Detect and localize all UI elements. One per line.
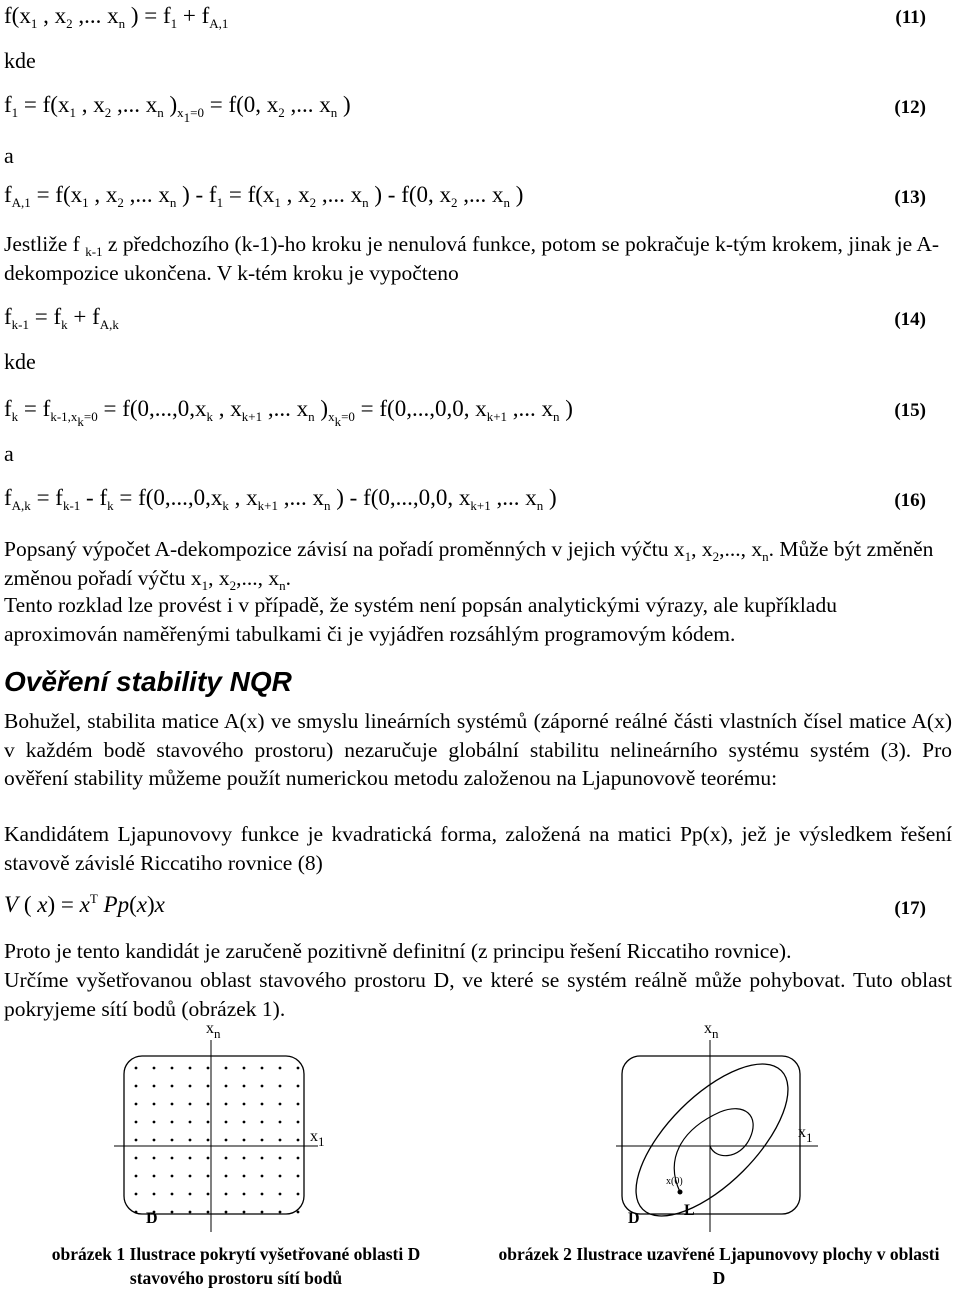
grid-point	[189, 1121, 192, 1124]
word-a: a	[4, 143, 14, 168]
grid-point	[135, 1139, 138, 1142]
grid-point	[279, 1175, 282, 1178]
grid-point	[279, 1121, 282, 1124]
grid-point	[297, 1157, 300, 1160]
equation-13: $f_{A,1} = f(x_1$ , $x_2$ ,... $x_n$ ) - $f_1 = f(x_1$ , $x_2$ ,... $x_n$ ) - f(0, $x_2$ ,... $x_n$ )	[4, 182, 524, 210]
equation-16: $f_{A,k} = f_{k-1} - f_k = f(0,...,0,x_k$ , $x_{k+1}$ ,... $x_n$ ) - f(0,...,0,0, $x_{k+1}$ ,... $x_n$ )	[4, 485, 557, 513]
grid-point	[225, 1139, 228, 1142]
grid-point	[171, 1157, 174, 1160]
grid-point	[153, 1121, 156, 1124]
grid-point	[171, 1067, 174, 1070]
section-heading: Ověření stability NQR	[4, 666, 292, 697]
grid-point	[261, 1139, 264, 1142]
grid-point	[297, 1103, 300, 1106]
grid-point	[189, 1067, 192, 1070]
equation-15: $f_k = f_{k-1,x_k=0} = f(0,...,0,x_k$ , $x_{k+1}$ ,... $x_n$ )$_{x_k=0} = f(0,...,0,0$, $x_{k+1}$ ,... $x_n$ )	[4, 396, 573, 429]
grid-point	[135, 1121, 138, 1124]
grid-point	[297, 1211, 300, 1214]
grid-point	[225, 1121, 228, 1124]
grid-point	[189, 1139, 192, 1142]
grid-point	[153, 1157, 156, 1160]
grid-point	[153, 1085, 156, 1088]
grid-point	[243, 1085, 246, 1088]
paragraph-proto: Proto je tento kandidát je zaručeně pozitivně definitní (z principu řešení Riccatiho rovnice).	[4, 939, 792, 963]
figure-1	[96, 1020, 396, 1240]
grid-point	[243, 1175, 246, 1178]
grid-point	[207, 1193, 210, 1196]
grid-point	[207, 1175, 210, 1178]
equation-number-14: (14)	[894, 309, 926, 330]
grid-point	[171, 1085, 174, 1088]
grid-point	[279, 1193, 282, 1196]
grid-point	[243, 1211, 246, 1214]
grid-point	[261, 1175, 264, 1178]
grid-point	[153, 1139, 156, 1142]
equation-number-15: (15)	[894, 400, 926, 421]
grid-point	[261, 1193, 264, 1196]
grid-point	[225, 1085, 228, 1088]
equation-14: $f_{k-1} = f_k + f_{A,k}$	[4, 304, 119, 332]
figure-2-caption: obrázek 2 Ilustrace uzavřené Ljapunovovy plochy v oblasti D	[498, 1244, 940, 1288]
grid-point	[171, 1139, 174, 1142]
equation-number-16: (16)	[894, 490, 926, 511]
paragraph-jestlize: Jestliže f $_{k-1}$ z předchozího (k-1)-ho kroku je nenulová funkce, potom se pokračuje k-tým krokem, jinak je A-dekompozice ukončena. V k-tém kroku je vypočteno	[4, 232, 939, 285]
figure-2-region-boundary	[622, 1056, 800, 1214]
grid-point	[225, 1103, 228, 1106]
figure-1-grid-points	[135, 1067, 300, 1214]
grid-point	[243, 1193, 246, 1196]
equation-number-11: (11)	[895, 7, 926, 28]
grid-point	[171, 1103, 174, 1106]
grid-point	[135, 1211, 138, 1214]
equation-17: V ( $x) = x^T$ Pp(x)x	[4, 891, 165, 917]
grid-point	[261, 1085, 264, 1088]
word-kde: kde	[4, 48, 36, 73]
figure-1-label-x1: $x_1$	[310, 1128, 325, 1149]
grid-point	[207, 1139, 210, 1142]
grid-point	[135, 1193, 138, 1196]
grid-point	[225, 1175, 228, 1178]
figure-2-label-d: D	[628, 1210, 640, 1227]
figure-2-lyapunov-surface	[612, 1040, 813, 1240]
figure-2-label-x0: x(0)	[666, 1176, 683, 1187]
grid-point	[225, 1157, 228, 1160]
grid-point	[297, 1085, 300, 1088]
grid-point	[279, 1067, 282, 1070]
grid-point	[225, 1211, 228, 1214]
grid-point	[243, 1157, 246, 1160]
figure-1-caption: obrázek 1 Ilustrace pokrytí vyšetřované oblasti D stavového prostoru sítí bodů	[51, 1244, 421, 1288]
grid-point	[243, 1103, 246, 1106]
grid-point	[153, 1103, 156, 1106]
grid-point	[171, 1211, 174, 1214]
grid-point	[189, 1157, 192, 1160]
figure-2-label-xn: $x_n$	[704, 1020, 719, 1041]
grid-point	[261, 1211, 264, 1214]
grid-point	[153, 1193, 156, 1196]
figure-2-initial-point	[678, 1190, 683, 1195]
figure-1-label-xn: $x_n$	[206, 1020, 221, 1041]
equation-11: $f(x_1$ , $x_2$ ,... $x_n$ ) = $f_1 + f_{A,1}$	[4, 3, 229, 31]
grid-point	[279, 1211, 282, 1214]
grid-point	[207, 1157, 210, 1160]
grid-point	[279, 1157, 282, 1160]
grid-point	[261, 1121, 264, 1124]
figure-2-label-x1: $x_1$	[798, 1124, 813, 1145]
equation-12: $f_1 = f(x_1$ , $x_2$ ,... $x_n$ )$_{x_1=0} = f(0$, $x_2$ ,... $x_n$ )	[4, 92, 351, 125]
grid-point	[297, 1121, 300, 1124]
figure-1-label-d: D	[146, 1210, 158, 1227]
grid-point	[135, 1067, 138, 1070]
grid-point	[297, 1193, 300, 1196]
grid-point	[297, 1067, 300, 1070]
grid-point	[225, 1067, 228, 1070]
grid-point	[261, 1067, 264, 1070]
grid-point	[207, 1085, 210, 1088]
paragraph-popsany: Popsaný výpočet A-dekompozice závisí na pořadí proměnných v jejich výčtu $x_1$, $x_2$,..., $x_n$. Může být změněn změnou pořadí výčtu $x_1$, $x_2$,..., $x_n$.	[4, 537, 934, 593]
grid-point	[207, 1211, 210, 1214]
paragraph-tento: Tento rozklad lze provést i v případě, že systém není popsán analytickými výrazy, ale kupříkladu aproximován naměřenými tabulkami či je vyjádřen rozsáhlým programovým kódem.	[4, 593, 837, 646]
grid-point	[135, 1157, 138, 1160]
grid-point	[297, 1175, 300, 1178]
grid-point	[261, 1103, 264, 1106]
grid-point	[189, 1175, 192, 1178]
grid-point	[171, 1121, 174, 1124]
grid-point	[225, 1193, 228, 1196]
grid-point	[135, 1085, 138, 1088]
figure-1-region-boundary	[124, 1056, 304, 1214]
figure-1-diagram	[96, 1020, 396, 1240]
grid-point	[135, 1103, 138, 1106]
grid-point	[171, 1193, 174, 1196]
grid-point	[243, 1121, 246, 1124]
grid-point	[207, 1067, 210, 1070]
figure-2	[610, 1020, 830, 1240]
grid-point	[207, 1121, 210, 1124]
grid-point	[171, 1175, 174, 1178]
grid-point	[189, 1211, 192, 1214]
grid-point	[279, 1085, 282, 1088]
grid-point	[135, 1175, 138, 1178]
figure-2-trajectory	[674, 1109, 753, 1192]
grid-point	[207, 1103, 210, 1106]
grid-point	[243, 1067, 246, 1070]
word-a-2: a	[4, 441, 14, 466]
grid-point	[243, 1139, 246, 1142]
paragraph-kandidatem: Kandidátem Ljapunovovy funkce je kvadratická forma, založená na matici Pp(x), jež je výsledkem řešení stavově závislé Riccatiho rovnice (8)	[4, 822, 952, 875]
grid-point	[279, 1139, 282, 1142]
equation-number-17: (17)	[894, 898, 926, 919]
equation-number-13: (13)	[894, 187, 926, 208]
paragraph-bohuzel: Bohužel, stabilita matice A(x) ve smyslu lineárních systémů (záporné reálné části vlastních čísel matice A(x) v každém bodě stavového prostoru) nezaručuje globální stabilitu nelineárního systému systém (3). Pro ověření stability můžeme použít numerickou metodu založenou na Ljapunovově teorému:	[4, 709, 952, 790]
grid-point	[297, 1139, 300, 1142]
grid-point	[189, 1193, 192, 1196]
grid-point	[189, 1103, 192, 1106]
figure-2-label-l: L	[684, 1202, 695, 1219]
figure-2-diagram	[610, 1020, 830, 1240]
grid-point	[279, 1103, 282, 1106]
word-kde-2: kde	[4, 349, 36, 374]
grid-point	[153, 1175, 156, 1178]
paragraph-urcime: Určíme vyšetřovanou oblast stavového prostoru D, ve které se systém reálně může pohybovat. Tuto oblast pokryjeme sítí bodů (obrázek 1).	[4, 968, 952, 1021]
equation-number-12: (12)	[894, 97, 926, 118]
grid-point	[261, 1157, 264, 1160]
grid-point	[153, 1067, 156, 1070]
grid-point	[189, 1085, 192, 1088]
